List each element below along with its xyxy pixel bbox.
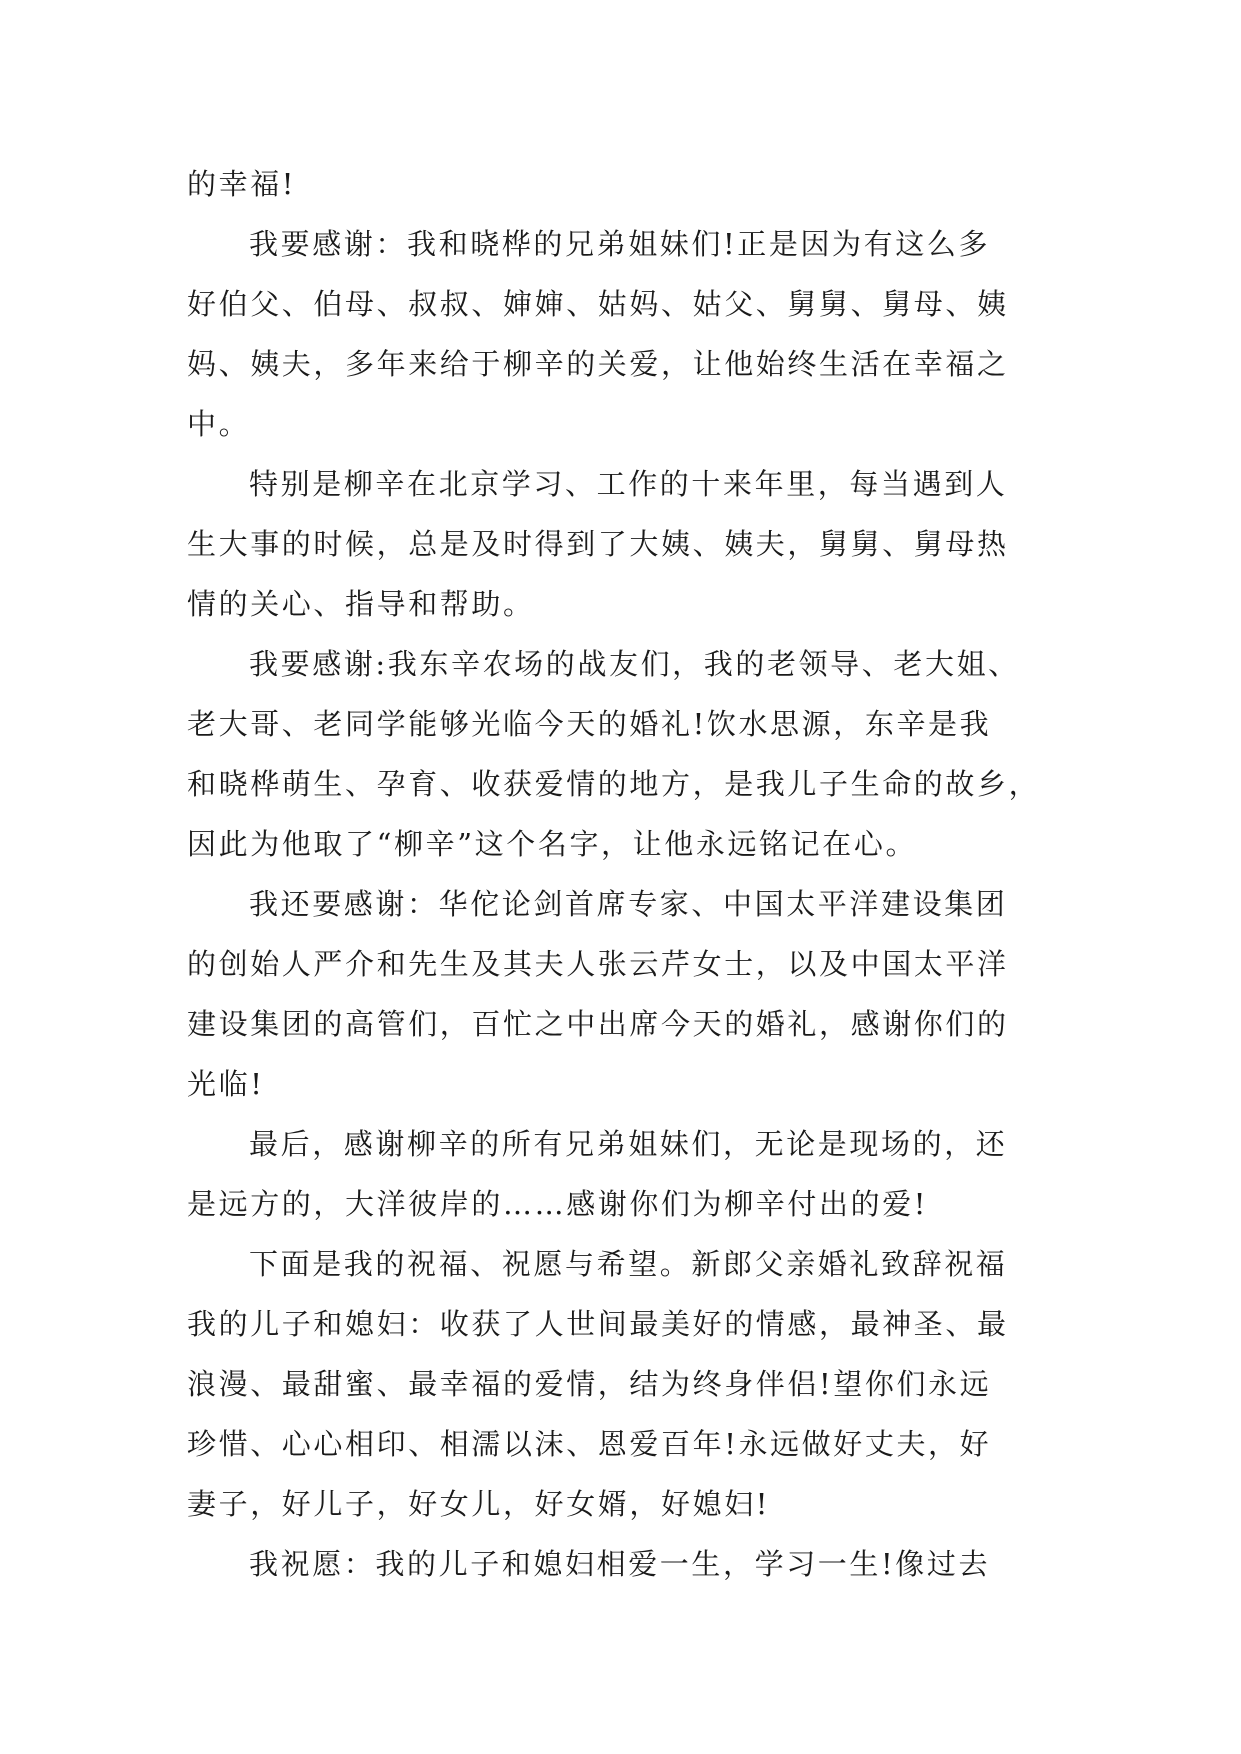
paragraph-2: [187, 214, 1055, 454]
text-line: 好伯父、伯母、叔叔、婶婶、姑妈、姑父、舅舅、舅母、姨: [187, 287, 1009, 321]
text-line: 我还要感谢：华佗论剑首席专家、中国太平洋建设集团: [249, 887, 1008, 921]
text-line: 浪漫、最甜蜜、最幸福的爱情，结为终身伴侣!望你们永远: [187, 1367, 992, 1401]
paragraph-1: [187, 154, 1055, 214]
text-line: 妻子，好儿子，好女儿，好女婿，好媳妇!: [187, 1487, 771, 1521]
paragraph-8: [187, 1534, 1055, 1594]
text-line: 是远方的，大洋彼岸的……感谢你们为柳辛付出的爱!: [187, 1187, 929, 1221]
text-line: 妈、姨夫，多年来给于柳辛的关爱，让他始终生活在幸福之: [187, 347, 1009, 381]
text-line: 特别是柳辛在北京学习、工作的十来年里，每当遇到人: [249, 467, 1008, 501]
text-line: 最后，感谢柳辛的所有兄弟姐妹们，无论是现场的，还: [249, 1127, 1008, 1161]
text-line: 生大事的时候，总是及时得到了大姨、姨夫，舅舅、舅母热: [187, 527, 1009, 561]
text-line: 珍惜、心心相印、相濡以沫、恩爱百年!永远做好丈夫，好: [187, 1427, 992, 1461]
paragraph-4: [187, 634, 1055, 874]
text-line: 我要感谢:我东辛农场的战友们，我的老领导、老大姐、: [249, 647, 1020, 681]
text-line: 下面是我的祝福、祝愿与希望。新郎父亲婚礼致辞祝福: [249, 1247, 1008, 1281]
text-line: 我祝愿：我的儿子和媳妇相爱一生，学习一生!像过去: [249, 1547, 991, 1581]
text-line: 中。: [187, 407, 251, 441]
text-line: 情的关心、指导和帮助。: [187, 587, 535, 621]
paragraph-6: [187, 1114, 1055, 1234]
text-line: 光临!: [187, 1067, 265, 1101]
text-line: 因此为他取了“柳辛”这个名字，让他永远铭记在心。: [187, 827, 918, 861]
text-line: 我要感谢：我和晓桦的兄弟姐妹们!正是因为有这么多: [249, 227, 991, 261]
text-line: 的创始人严介和先生及其夫人张云芹女士，以及中国太平洋: [187, 947, 1009, 981]
text-line: 我的儿子和媳妇：收获了人世间最美好的情感，最神圣、最: [187, 1307, 1009, 1341]
text-line: 和晓桦萌生、孕育、收获爱情的地方，是我儿子生命的故乡，: [187, 767, 1041, 801]
paragraph-3: [187, 454, 1055, 634]
paragraph-7: [187, 1234, 1055, 1534]
document-body: [187, 154, 1055, 1594]
paragraph-5: [187, 874, 1055, 1114]
text-line: 的幸福!: [187, 167, 297, 201]
text-line: 老大哥、老同学能够光临今天的婚礼!饮水思源，东辛是我: [187, 707, 992, 741]
text-line: 建设集团的高管们，百忙之中出席今天的婚礼，感谢你们的: [187, 1007, 1009, 1041]
